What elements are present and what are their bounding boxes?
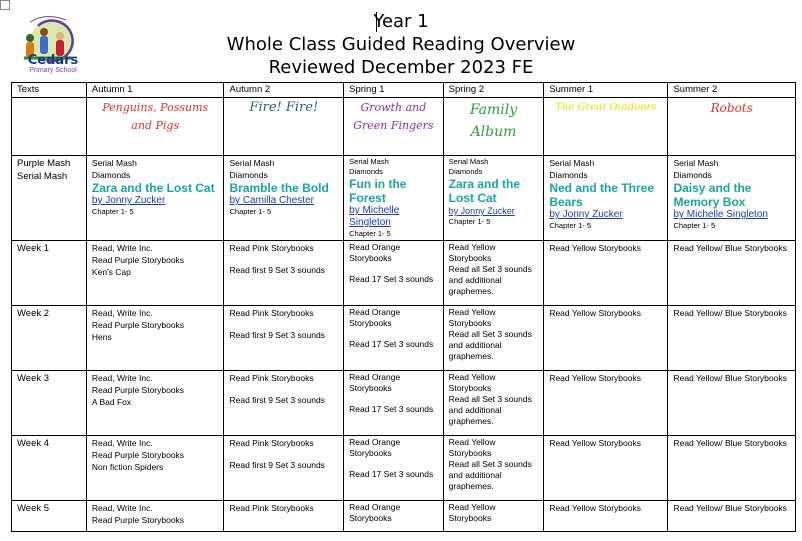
week-label: Week 2 <box>12 306 87 371</box>
week-plan-cell <box>86 241 224 306</box>
book-title: Zara and the Lost Cat <box>91 181 215 195</box>
theme-cell <box>344 98 444 156</box>
plan-line: Read all Set 3 sounds and additional graphemes. <box>448 394 532 426</box>
week-row <box>12 371 796 436</box>
plan-line: Read Yellow/ Blue Storybooks <box>673 308 787 318</box>
plan-line: Read first 9 Set 3 sounds <box>229 265 325 275</box>
week-plan-cell <box>86 306 224 371</box>
week-plan-cell <box>544 371 668 436</box>
plan-line: Hens <box>91 332 112 342</box>
book-title: Daisy and the Memory Box <box>673 181 752 209</box>
week-plan-cell <box>668 501 796 532</box>
week-plan-cell <box>344 501 444 532</box>
plan-line: Read Yellow/ Blue Storybooks <box>673 503 787 513</box>
book-level: Diamonds <box>229 170 268 180</box>
column-header: Spring 1 <box>344 83 444 98</box>
theme-row <box>12 98 796 156</box>
week-plan-cell <box>344 436 444 501</box>
book-cell <box>224 156 344 241</box>
week-plan-cell <box>224 241 344 306</box>
book-chapters: Chapter 1- 5 <box>549 221 592 230</box>
book-series: Serial Mash <box>349 157 389 166</box>
plan-line: Read Purple Storybooks <box>91 515 185 525</box>
books-row <box>12 156 796 241</box>
week-plan-cell <box>224 436 344 501</box>
plan-line: Read 17 Set 3 sounds <box>349 274 434 284</box>
book-cell <box>443 156 544 241</box>
plan-line: Read first 9 Set 3 sounds <box>229 460 325 470</box>
book-chapters: Chapter 1- 5 <box>91 207 134 216</box>
plan-line: Read Pink Storybooks <box>229 503 314 513</box>
week-plan-cell <box>443 436 544 501</box>
week-plan-cell <box>544 501 668 532</box>
plan-line: Read all Set 3 sounds and additional graphemes. <box>448 264 532 296</box>
week-plan-cell <box>668 436 796 501</box>
theme-cell <box>668 98 796 156</box>
theme-label: Robots <box>710 101 753 115</box>
plan-line: Read Purple Storybooks <box>91 385 185 395</box>
book-chapters: Chapter 1- 5 <box>448 217 491 226</box>
week-plan-cell <box>344 241 444 306</box>
plan-line: Read Yellow Storybooks <box>448 242 496 263</box>
plan-line: Read Yellow Storybooks <box>448 502 496 523</box>
week-plan-cell <box>344 306 444 371</box>
book-level: Diamonds <box>673 170 712 180</box>
book-level: Diamonds <box>549 170 588 180</box>
week-row <box>12 501 796 532</box>
theme-cell <box>544 98 668 156</box>
week-label: Week 3 <box>12 371 87 436</box>
week-plan-cell <box>443 241 544 306</box>
plan-line: Read Pink Storybooks <box>229 308 314 318</box>
plan-line: Read, Write Inc. <box>91 308 153 318</box>
theme-cell <box>224 98 344 156</box>
week-row <box>12 241 796 306</box>
week-plan-cell <box>86 436 224 501</box>
reading-overview-table <box>11 82 796 532</box>
book-chapters: Chapter 1- 5 <box>349 229 391 238</box>
week-plan-cell <box>344 371 444 436</box>
book-cell <box>86 156 224 241</box>
plan-line: Read Yellow Storybooks <box>549 243 641 253</box>
theme-label: Penguins, Possums and Pigs <box>102 101 209 132</box>
plan-line: Read Yellow/ Blue Storybooks <box>673 438 787 448</box>
document-title <box>0 10 802 79</box>
plan-line: Read first 9 Set 3 sounds <box>229 330 325 340</box>
plan-line: Read all Set 3 sounds and additional graphemes. <box>448 329 532 361</box>
column-header: Summer 2 <box>668 83 796 98</box>
plan-line: Read Yellow/ Blue Storybooks <box>673 373 787 383</box>
plan-line: Read first 9 Set 3 sounds <box>229 395 325 405</box>
week-plan-cell <box>443 501 544 532</box>
plan-line: Read Orange Storybooks <box>349 307 401 328</box>
plan-line: Non fiction Spiders <box>91 462 164 472</box>
plan-line: Read all Set 3 sounds and additional graphemes. <box>448 459 532 491</box>
plan-line: Read 17 Set 3 sounds <box>349 469 434 479</box>
plan-line: Read Purple Storybooks <box>91 320 185 330</box>
theme-label: The Great Outdoors <box>555 102 657 113</box>
week-plan-cell <box>443 306 544 371</box>
plan-line: Read Yellow Storybooks <box>448 437 496 458</box>
theme-cell <box>443 98 544 156</box>
week-plan-cell <box>668 306 796 371</box>
plan-line: Ken's Cap <box>91 267 131 277</box>
column-header: Autumn 1 <box>86 83 224 98</box>
plan-line: Read Orange Storybooks <box>349 502 401 523</box>
book-series: Serial Mash <box>549 158 595 168</box>
book-title: Ned and the Three Bears <box>549 181 654 209</box>
book-author-link[interactable]: by Jonny Zucker <box>448 206 515 216</box>
plan-line: Read Purple Storybooks <box>91 255 185 265</box>
week-plan-cell <box>224 501 344 532</box>
plan-line: Read Pink Storybooks <box>229 438 314 448</box>
week-plan-cell <box>443 371 544 436</box>
plan-line: Read Pink Storybooks <box>229 373 314 383</box>
book-author-link[interactable]: by Michelle Singleton <box>349 205 400 228</box>
book-cell <box>668 156 796 241</box>
logo-school-name: Cedars <box>27 53 79 68</box>
week-plan-cell <box>224 306 344 371</box>
week-plan-cell <box>668 371 796 436</box>
book-title: Bramble the Bold <box>229 181 329 195</box>
theme-cell <box>86 98 224 156</box>
header-row <box>12 83 796 98</box>
plan-line: Read 17 Set 3 sounds <box>349 339 434 349</box>
book-cell <box>344 156 444 241</box>
plan-line: Read, Write Inc. <box>91 438 153 448</box>
book-author-link[interactable]: by Camilla Chester <box>229 195 314 206</box>
book-title: Fun in the Forest <box>349 177 407 205</box>
book-cell <box>544 156 668 241</box>
week-plan-cell <box>668 241 796 306</box>
plan-line: Read Yellow Storybooks <box>448 307 496 328</box>
book-series: Serial Mash <box>91 158 137 168</box>
column-header: Texts <box>12 83 87 98</box>
week-plan-cell <box>86 501 224 532</box>
plan-line: Read Pink Storybooks <box>229 243 314 253</box>
theme-label: Growth and Green Fingers <box>353 101 434 132</box>
column-header: Spring 2 <box>443 83 544 98</box>
theme-label: Fire! Fire! <box>249 100 319 115</box>
texts-line: Purple Mash <box>17 158 71 169</box>
week-plan-cell <box>86 371 224 436</box>
book-level: Diamonds <box>448 167 483 176</box>
week-label: Week 1 <box>12 241 87 306</box>
theme-label: Family Album <box>469 102 518 140</box>
plan-line: Read Yellow Storybooks <box>549 503 641 513</box>
book-author-link[interactable]: by Jonny Zucker <box>91 195 166 206</box>
week-label: Week 5 <box>12 501 87 532</box>
book-author-link[interactable]: by Jonny Zucker <box>549 209 623 220</box>
plan-line: Read Yellow Storybooks <box>549 373 641 383</box>
book-level: Diamonds <box>91 170 131 180</box>
plan-line: Read Purple Storybooks <box>91 450 185 460</box>
title-line-1: Year 1 <box>373 11 429 32</box>
plan-line: Read Orange Storybooks <box>349 437 401 458</box>
week-plan-cell <box>224 371 344 436</box>
plan-line: Read 17 Set 3 sounds <box>349 404 434 414</box>
logo-school-subtitle: Primary School <box>29 67 77 74</box>
plan-line: Read Yellow Storybooks <box>549 308 641 318</box>
plan-line: Read Orange Storybooks <box>349 372 401 393</box>
book-series: Serial Mash <box>673 158 719 168</box>
theme-empty-cell <box>12 98 87 156</box>
plan-line: Read, Write Inc. <box>91 503 153 513</box>
ruler-corner-marker <box>0 0 10 10</box>
plan-line: A Bad Fox <box>91 397 132 407</box>
column-header: Autumn 2 <box>224 83 344 98</box>
book-chapters: Chapter 1- 5 <box>673 221 716 230</box>
book-author-link[interactable]: by Michelle Singleton <box>673 209 768 220</box>
book-series: Serial Mash <box>448 157 489 166</box>
week-row <box>12 436 796 501</box>
plan-line: Read Orange Storybooks <box>349 242 401 263</box>
week-label: Week 4 <box>12 436 87 501</box>
book-level: Diamonds <box>349 167 383 176</box>
plan-line: Read, Write Inc. <box>91 243 153 253</box>
plan-line: Read Yellow Storybooks <box>549 438 641 448</box>
texts-line: Serial Mash <box>17 171 68 182</box>
plan-line: Read, Write Inc. <box>91 373 153 383</box>
plan-line: Read Yellow/ Blue Storybooks <box>673 243 787 253</box>
title-line-2: Whole Class Guided Reading Overview <box>226 34 576 55</box>
book-chapters: Chapter 1- 5 <box>229 207 272 216</box>
week-plan-cell <box>544 241 668 306</box>
week-plan-cell <box>544 306 668 371</box>
texts-cell <box>12 156 87 241</box>
book-title: Zara and the Lost Cat <box>448 177 521 205</box>
column-header: Summer 1 <box>544 83 668 98</box>
book-series: Serial Mash <box>229 158 275 168</box>
week-plan-cell <box>544 436 668 501</box>
title-line-3: Reviewed December 2023 FE <box>268 57 534 78</box>
plan-line: Read Yellow Storybooks <box>448 372 496 393</box>
week-row <box>12 306 796 371</box>
